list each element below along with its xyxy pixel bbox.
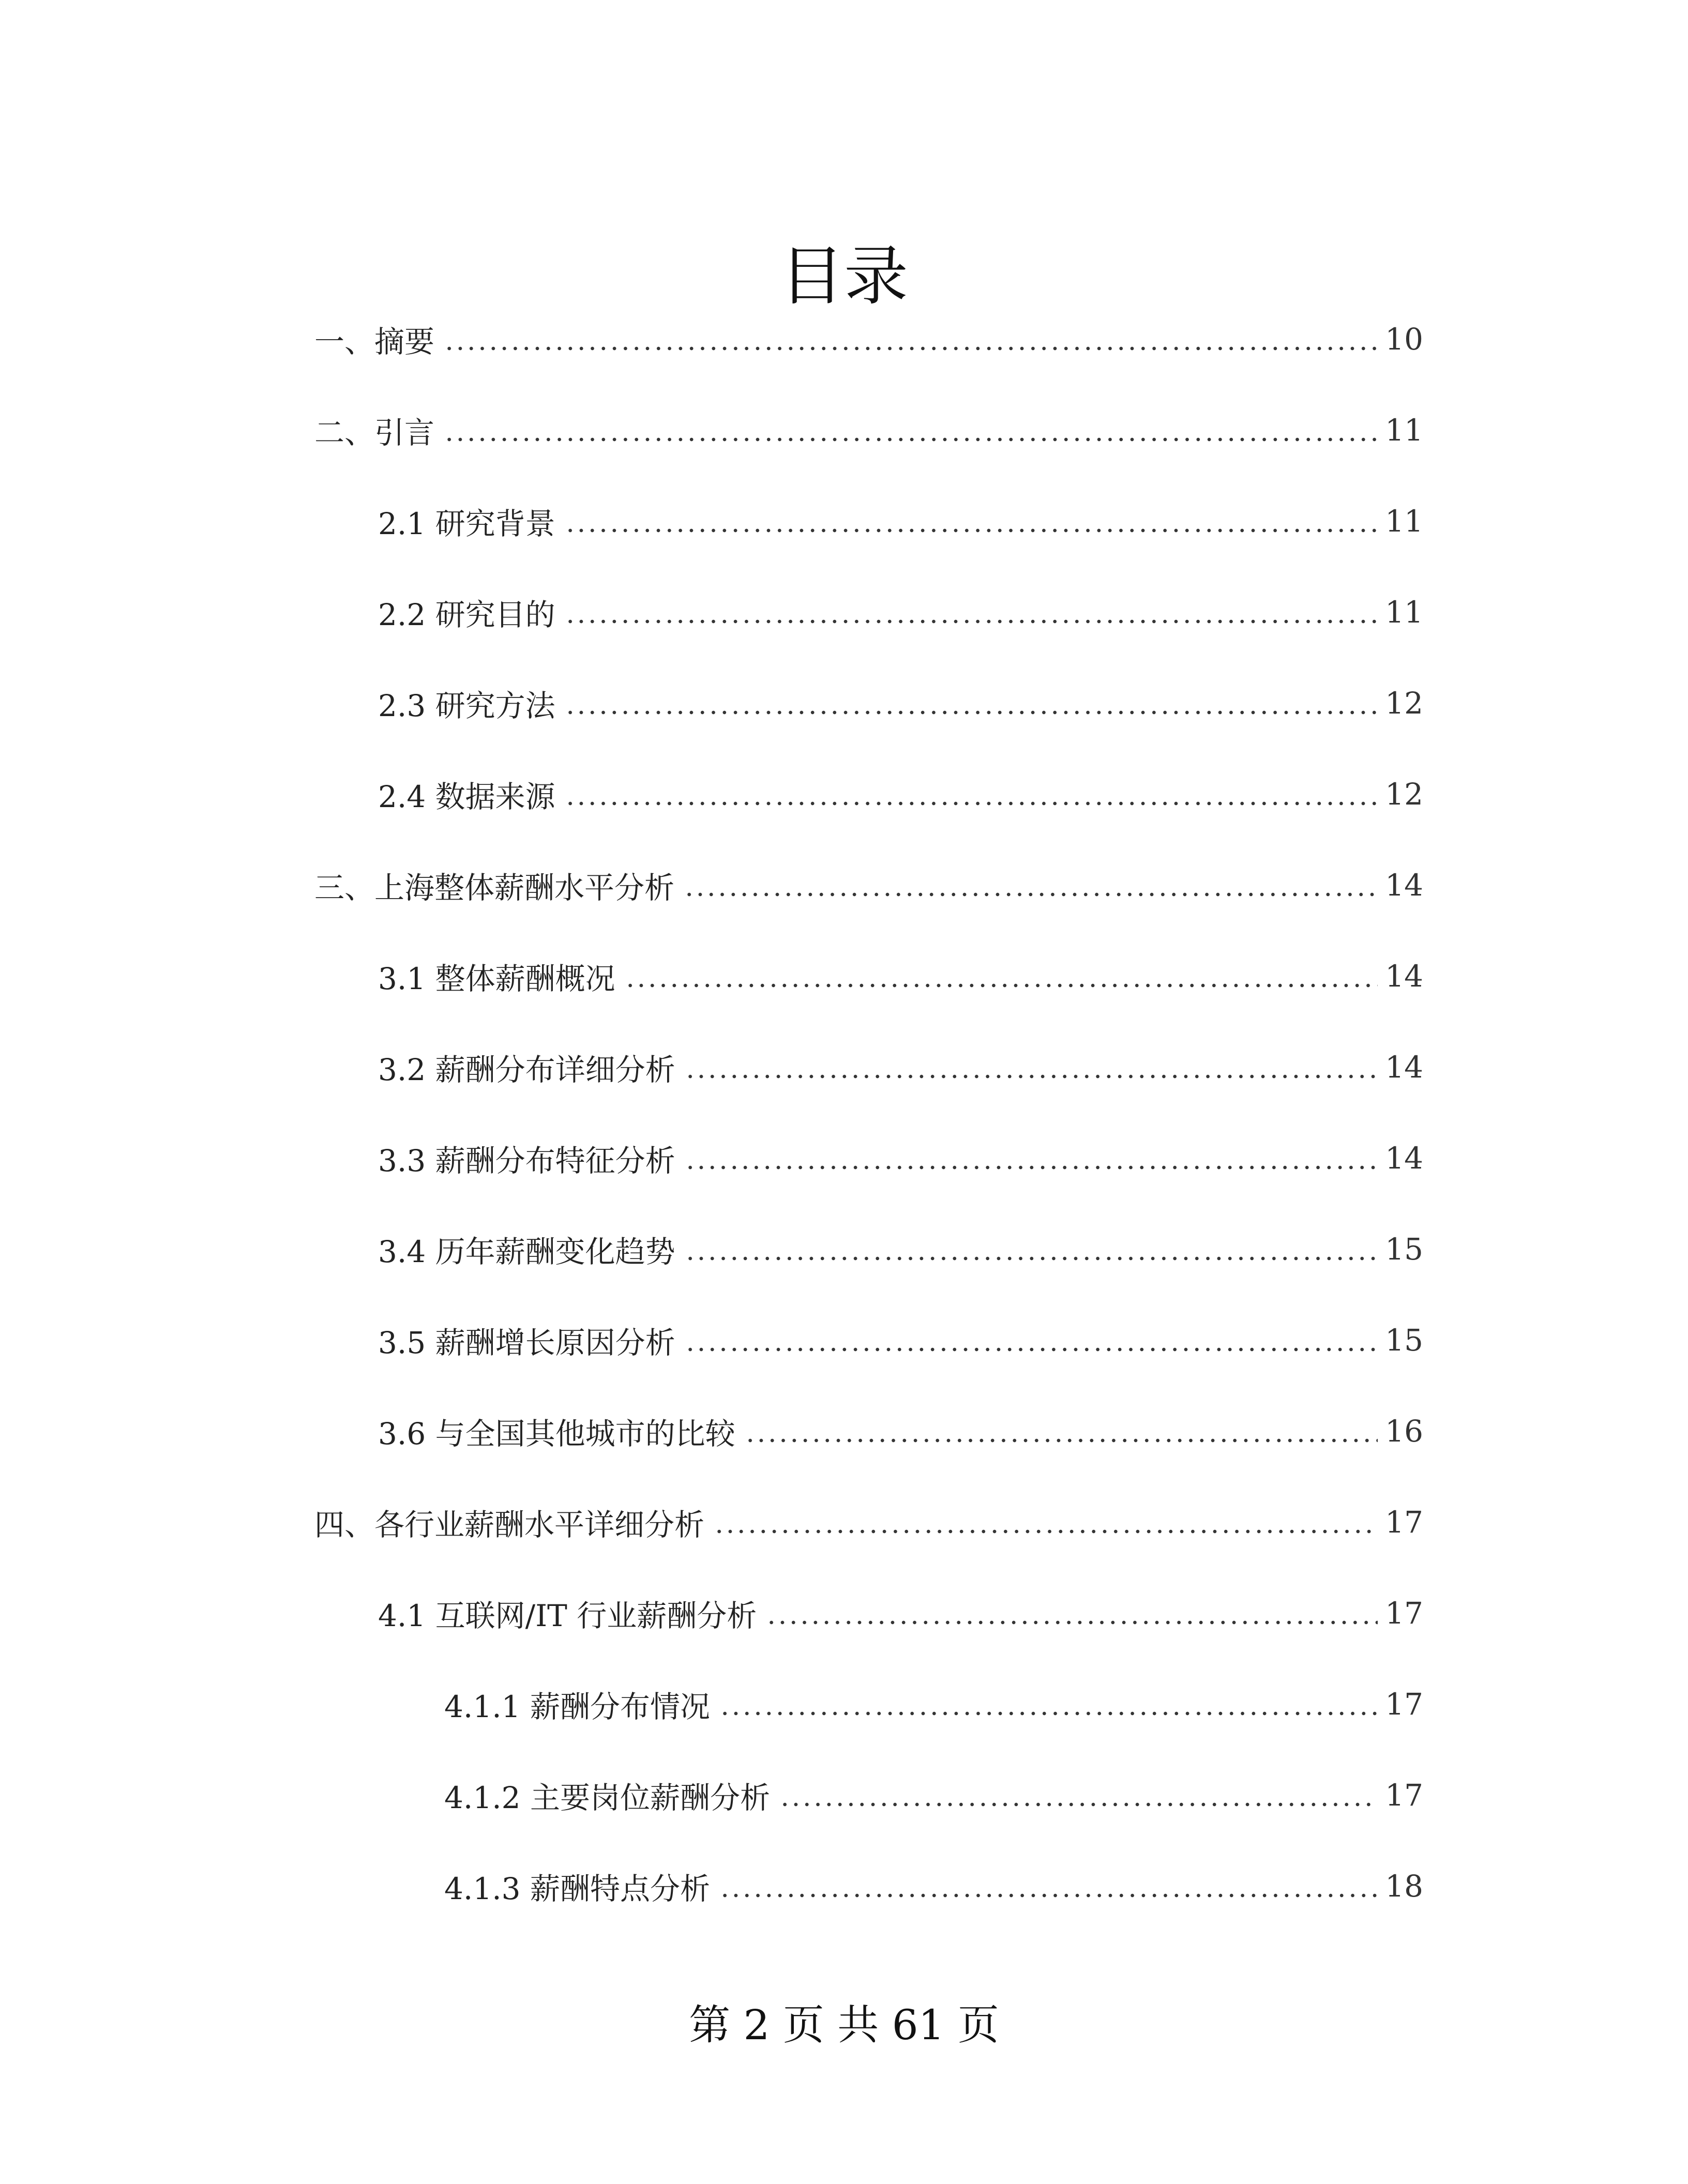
toc-entry[interactable]	[314, 1204, 1423, 1295]
toc-entry-page: 15	[1385, 1232, 1423, 1267]
toc-entry-label: 4.1.2 主要岗位薪酬分析	[444, 1780, 771, 1815]
toc-entry[interactable]	[314, 567, 1423, 658]
toc-entry-page: 17	[1385, 1687, 1423, 1722]
toc-leader-dots	[565, 618, 1378, 625]
toc-leader-dots	[684, 891, 1378, 898]
toc-leader-dots	[719, 1710, 1378, 1717]
toc-entry-page: 11	[1385, 504, 1423, 539]
page-footer: 第 2 页 共 61 页	[689, 2001, 999, 2049]
toc-leader-dots	[444, 345, 1378, 352]
toc-entry[interactable]	[314, 840, 1423, 931]
toc-entry-page: 12	[1385, 777, 1423, 812]
toc-leader-dots	[714, 1528, 1378, 1535]
toc-leader-dots	[766, 1619, 1378, 1626]
toc-entry-page: 14	[1385, 868, 1423, 903]
toc-leader-dots	[444, 436, 1378, 443]
toc-leader-dots	[779, 1801, 1378, 1808]
toc-entry-page: 12	[1385, 686, 1423, 721]
toc-entry-page: 14	[1385, 959, 1423, 994]
table-of-contents	[314, 294, 1423, 1932]
toc-leader-dots	[719, 1892, 1378, 1899]
toc-entry-label: 2.1 研究背景	[378, 506, 555, 541]
toc-entry[interactable]	[314, 1477, 1423, 1568]
toc-entry-label: 4.1 互联网/IT 行业薪酬分析	[378, 1598, 757, 1633]
toc-entry-page: 11	[1385, 413, 1423, 448]
toc-entry-label: 3.2 薪酬分布详细分析	[378, 1052, 675, 1087]
toc-entry-page: 18	[1385, 1869, 1423, 1904]
toc-entry-label: 2.3 研究方法	[378, 688, 555, 723]
toc-entry[interactable]	[314, 658, 1423, 749]
toc-entry-page: 15	[1385, 1323, 1423, 1358]
toc-entry-label: 3.3 薪酬分布特征分析	[378, 1143, 675, 1178]
toc-entry[interactable]	[314, 294, 1423, 385]
toc-entry-page: 17	[1385, 1596, 1423, 1631]
toc-entry-label: 3.4 历年薪酬变化趋势	[378, 1234, 675, 1269]
toc-entry-label: 3.5 薪酬增长原因分析	[378, 1325, 675, 1360]
toc-entry-page: 14	[1385, 1050, 1423, 1085]
toc-leader-dots	[685, 1073, 1378, 1080]
toc-entry-label: 三、上海整体薪酬水平分析	[314, 870, 675, 905]
toc-leader-dots	[685, 1255, 1378, 1262]
toc-entry-label: 4.1.1 薪酬分布情况	[444, 1689, 711, 1724]
toc-leader-dots	[625, 982, 1378, 989]
toc-leader-dots	[685, 1164, 1378, 1171]
toc-entry-label: 3.6 与全国其他城市的比较	[378, 1416, 735, 1451]
toc-entry[interactable]	[314, 1841, 1423, 1932]
toc-entry[interactable]	[314, 385, 1423, 476]
toc-entry-label: 二、引言	[314, 415, 435, 450]
toc-entry-label: 四、各行业薪酬水平详细分析	[314, 1507, 705, 1542]
toc-entry[interactable]	[314, 476, 1423, 567]
toc-entry[interactable]	[314, 1659, 1423, 1750]
toc-entry-label: 2.2 研究目的	[378, 597, 555, 632]
page-title: 目录	[779, 239, 908, 314]
toc-entry-label: 4.1.3 薪酬特点分析	[444, 1871, 711, 1906]
toc-entry-page: 16	[1385, 1414, 1423, 1449]
toc-entry[interactable]	[314, 1295, 1423, 1386]
toc-leader-dots	[565, 709, 1378, 716]
toc-entry-page: 14	[1385, 1141, 1423, 1176]
toc-entry[interactable]	[314, 1113, 1423, 1204]
toc-leader-dots	[565, 800, 1378, 807]
toc-entry[interactable]	[314, 749, 1423, 840]
toc-entry-page: 17	[1385, 1505, 1423, 1540]
toc-entry-label: 3.1 整体薪酬概况	[378, 961, 615, 996]
toc-leader-dots	[745, 1437, 1378, 1444]
toc-entry[interactable]	[314, 1750, 1423, 1841]
toc-entry[interactable]	[314, 931, 1423, 1022]
toc-entry-page: 17	[1385, 1778, 1423, 1813]
toc-entry-page: 11	[1385, 595, 1423, 630]
toc-leader-dots	[685, 1346, 1378, 1353]
toc-entry-label: 一、摘要	[314, 324, 435, 359]
toc-entry-label: 2.4 数据来源	[378, 779, 555, 814]
toc-entry[interactable]	[314, 1386, 1423, 1477]
toc-entry[interactable]	[314, 1568, 1423, 1659]
toc-leader-dots	[565, 527, 1378, 534]
toc-entry-page: 10	[1385, 322, 1423, 357]
toc-entry[interactable]	[314, 1022, 1423, 1113]
